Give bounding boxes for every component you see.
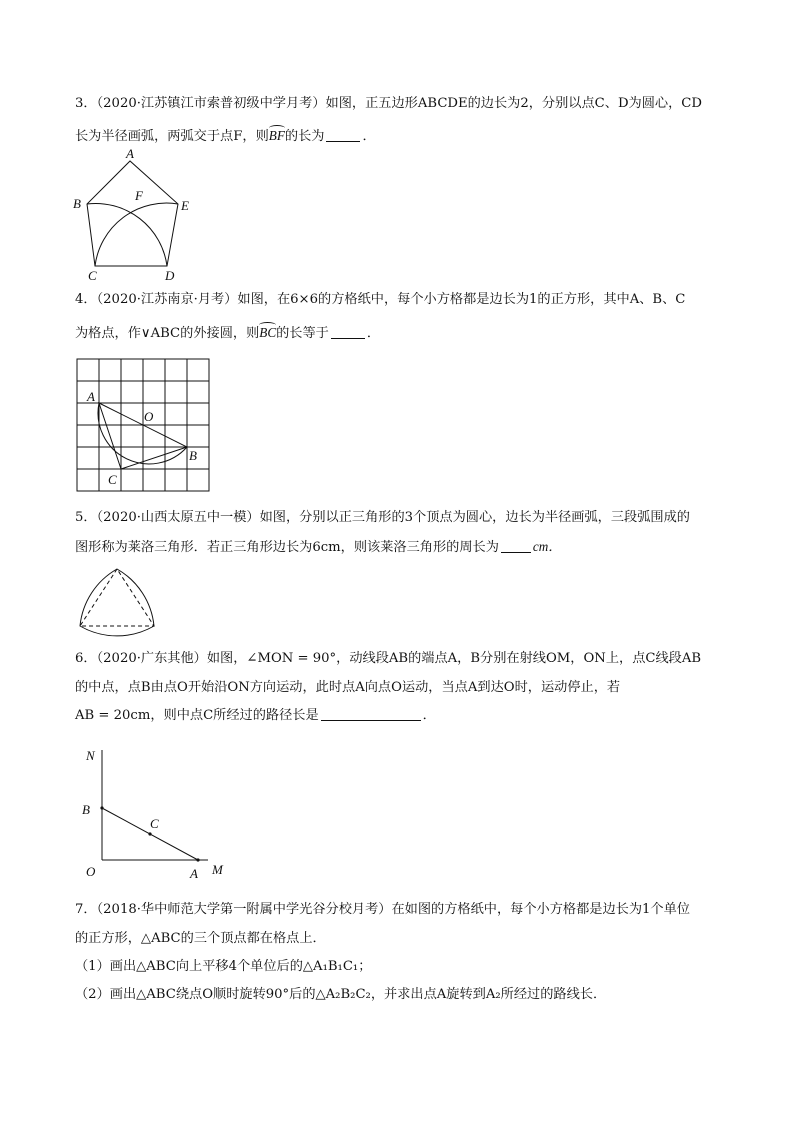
q6-label-a: A: [190, 866, 198, 881]
q4-text-b: 的长等于: [276, 326, 329, 341]
q3-answer-blank: [326, 129, 360, 142]
q3-label-b: B: [73, 196, 81, 211]
q3-line-2: [75, 125, 376, 146]
q3-label-a: A: [126, 146, 134, 161]
q3-label-c: C: [88, 268, 97, 283]
q6-label-c: C: [150, 816, 159, 831]
point-c: [148, 832, 151, 835]
q5-text-a: 图形称为莱洛三角形．若正三角形边长为6cm，则该莱洛三角形的周长为: [75, 540, 499, 555]
q3-arc-bf: BF: [269, 125, 285, 145]
q5-answer-blank: [501, 540, 531, 553]
arc-from-c: [87, 203, 167, 266]
q3-label-d: D: [165, 268, 175, 283]
q6-line-2: 的中点，点B由点O开始沿ON方向运动，此时点A向点O运动，当点A到达O时，运动停止，若: [75, 680, 621, 695]
q3-text-b: 的长为: [284, 129, 325, 144]
q4-label-b: B: [189, 448, 197, 463]
q6-label-m: M: [212, 862, 223, 877]
q4-label-a: A: [87, 389, 95, 404]
q4-answer-blank: [331, 326, 365, 339]
q3-label-f: F: [135, 188, 143, 203]
q3-text-c: ．: [362, 129, 376, 144]
q4-text-c: ．: [366, 326, 381, 341]
q7-part-2: （2）画出△ABC绕点O顺时旋转90°后的△A₂B₂C₂，并求出点A旋转到A₂所经过的路线长．: [75, 987, 607, 1002]
q3-line-1: 3．（2020·江苏镇江市索普初级中学月考）如图，正五边形ABCDE的边长为2，分别以点C、D为圆心，CD: [75, 96, 702, 111]
q5-reuleaux-figure: [72, 564, 182, 639]
point-a: [196, 858, 199, 861]
q6-line-1: 6．（2020·广东其他）如图，∠MON = 90°，动线段AB的端点A，B分别在射线OM，ON上，点C线段AB: [75, 651, 702, 666]
q4-arc-bc: BC: [259, 322, 276, 342]
point-b: [100, 806, 103, 809]
q7-line-2: 的正方形，△ABC的三个顶点都在格点上．: [75, 931, 326, 946]
q6-text-b: ．: [422, 708, 436, 723]
q3-label-e: E: [181, 198, 189, 213]
q5-line-2: [75, 538, 561, 557]
q6-label-b: B: [82, 802, 90, 817]
q6-text-a: AB = 20cm，则中点C所经过的路径长是: [75, 708, 319, 723]
q6-answer-blank: [321, 708, 421, 721]
q6-label-n: N: [86, 748, 95, 763]
q4-label-o: O: [144, 409, 154, 424]
q3-text-a: 长为半径画弧，两弧交于点F，则: [75, 129, 269, 144]
q4-grid-figure: [76, 358, 216, 493]
q3-pentagon-figure: [60, 148, 210, 288]
q4-line-1: 4．（2020·江苏南京·月考）如图，在6×6的方格纸中，每个小方格都是边长为1的正方形，其中A、B、C: [75, 292, 686, 307]
q4-label-c: C: [108, 472, 117, 487]
q6-label-o: O: [86, 864, 96, 879]
q6-figure: [78, 740, 238, 885]
inner-equilateral-triangle: [80, 569, 154, 626]
q7-part-1: （1）画出△ABC向上平移4个单位后的△A₁B₁C₁；: [75, 959, 372, 974]
q4-text-a: 为格点，作∨ABC的外接圆，则: [75, 326, 260, 341]
q7-line-1: 7．（2018·华中师范大学第一附属中学光谷分校月考）在如图的方格纸中，每个小方格都是边长为1个单位: [75, 902, 690, 917]
q4-line-2: [75, 322, 380, 343]
q5-text-b: cm．: [532, 539, 562, 554]
q5-line-1: 5．（2020·山西太原五中一模）如图，分别以正三角形的3个顶点为圆心，边长为半径画弧，三段弧围成的: [75, 510, 690, 525]
q6-line-3: [75, 707, 436, 725]
